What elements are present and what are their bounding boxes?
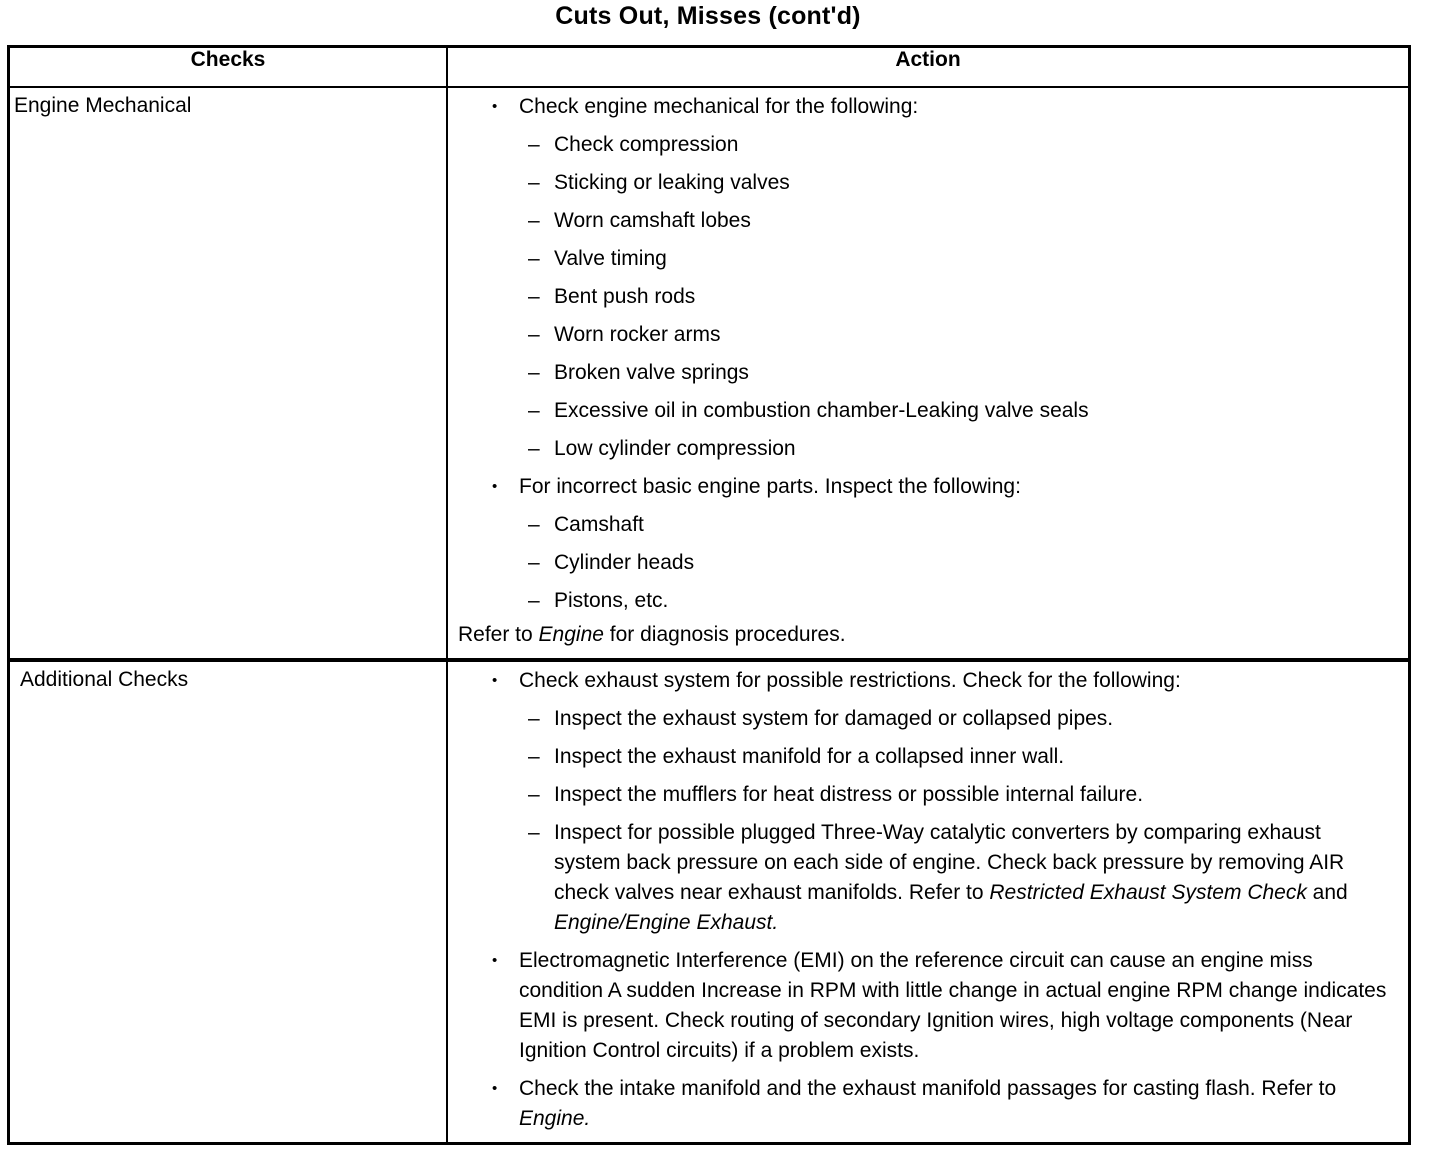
reference-link-text: Engine. [519,1107,591,1130]
item-text: and [1306,881,1348,904]
action-list [456,88,1388,654]
sub-item [456,392,1388,430]
reference-link-text: Engine [538,623,604,646]
item-text: Worn camshaft lobes [554,209,751,232]
sub-item [456,354,1388,392]
item-text: Broken valve springs [554,361,749,384]
item-text: For incorrect basic engine parts. Inspect the following: [519,475,1021,498]
item-text: for diagnosis procedures. [603,623,846,646]
bullet-item [456,1070,1388,1138]
sub-item [456,316,1388,354]
check-cell: Additional Checks [9,660,448,1144]
item-text: Check engine mechanical for the following: [519,95,919,118]
sub-item [456,430,1388,468]
bullet-item [456,88,1388,126]
sub-item [456,278,1388,316]
table-header-row [9,47,1410,88]
item-text: Check exhaust system for possible restrictions. Check for the following: [519,669,1181,692]
action-cell [447,87,1410,660]
sub-item [456,700,1388,738]
item-text: Pistons, etc. [554,589,669,612]
item-text: Valve timing [554,247,667,270]
action-cell [447,660,1410,1144]
page-title: Cuts Out, Misses (cont'd) [555,2,861,30]
bullet-item [456,662,1388,700]
sub-item [456,240,1388,278]
bullet-item [456,942,1388,1070]
sub-item [456,544,1388,582]
item-text: Inspect the exhaust system for damaged or collapsed pipes. [554,707,1114,730]
sub-item [456,814,1388,942]
reference-link-text: Engine/Engine Exhaust. [554,911,779,934]
item-text: Bent push rods [554,285,696,308]
item-text: Inspect the exhaust manifold for a collapsed inner wall. [554,745,1065,768]
item-text: Check compression [554,133,739,156]
item-text: Electromagnetic Interference (EMI) on the reference circuit can cause an engine miss condition A sudden Increase in RPM with little change in actual engine RPM change indicates EMI is present. Check routing of secondary Ignition wires, high voltage components (Near Ignition Control circuits) if a problem exists. [519,949,1387,1062]
item-text: Refer to [458,623,539,646]
item-text: Cylinder heads [554,551,695,574]
item-text: Inspect the mufflers for heat distress or possible internal failure. [554,783,1144,806]
reference-note [456,620,1388,654]
item-text: Sticking or leaking valves [554,171,790,194]
diagnosis-table [7,45,1411,1145]
reference-link-text: Restricted Exhaust System Check [989,881,1307,904]
sub-item [456,506,1388,544]
sub-item [456,164,1388,202]
check-cell: Engine Mechanical [9,87,448,660]
sub-item [456,776,1388,814]
sub-item [456,582,1388,620]
table-row [9,87,1410,660]
sub-item [456,202,1388,240]
action-list [456,662,1388,1138]
item-text: Camshaft [554,513,644,536]
item-text: Inspect for possible plugged Three-Way catalytic converters by comparing exhaust system back pressure on each side of engine. Check back pressure by removing AIR check valves near exhaust manifolds. Refer to [554,821,1345,904]
table-row [9,660,1410,1144]
bullet-item [456,468,1388,506]
sub-item [456,738,1388,776]
item-text: Excessive oil in combustion chamber-Leaking valve seals [554,399,1089,422]
column-header-action: Action [447,47,1410,88]
item-text: Worn rocker arms [554,323,721,346]
column-header-checks: Checks [9,47,448,88]
item-text: Low cylinder compression [554,437,796,460]
sub-item [456,126,1388,164]
item-text: Check the intake manifold and the exhaust manifold passages for casting flash. Refer to [519,1077,1337,1100]
